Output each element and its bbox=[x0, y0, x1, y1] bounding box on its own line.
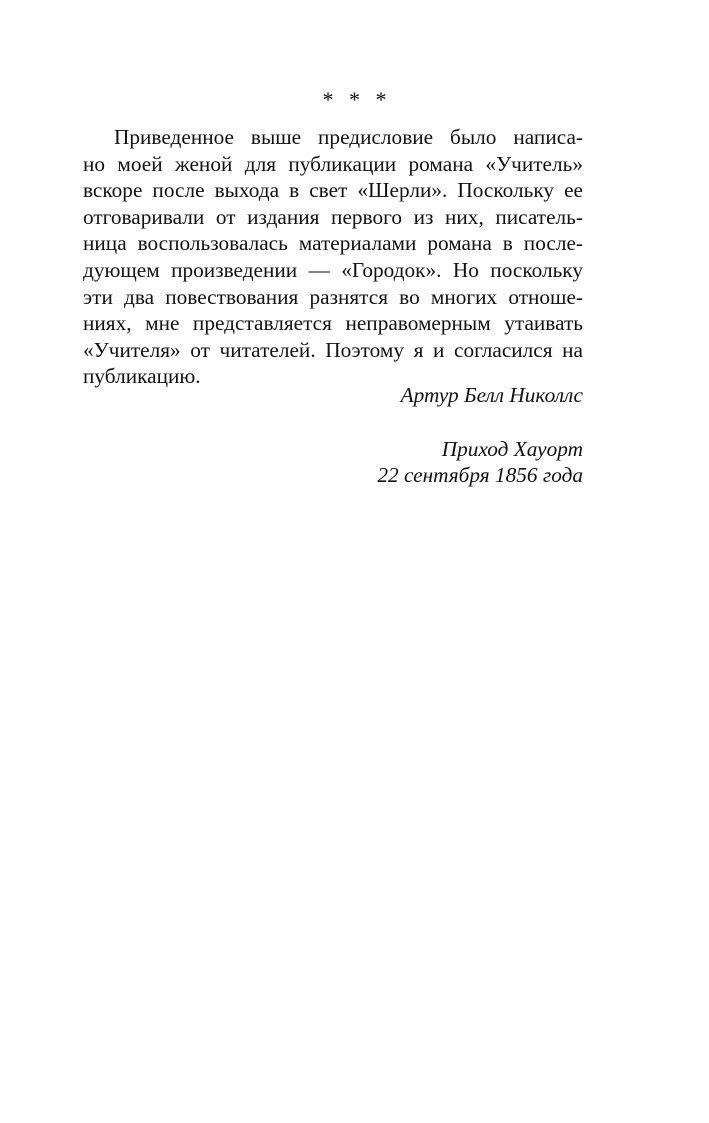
signature-place: Приход Хауорт bbox=[441, 437, 583, 461]
paragraph-line: ница воспользовалась материалами романа в после- bbox=[83, 231, 583, 256]
paragraph-line: отговаривали от издания первого из них, писатель- bbox=[83, 204, 583, 229]
paragraph-line: ниях, мне представляется неправомерным утаивать bbox=[83, 311, 583, 336]
paragraph-line: Приведенное выше предисловие было написа- bbox=[114, 125, 583, 149]
paragraph-line: вскоре после выхода в свет «Шерли». Поскольку ее bbox=[83, 178, 583, 203]
preface-paragraph bbox=[83, 124, 583, 390]
paragraph-line: но моей женой для публикации романа «Учитель» bbox=[83, 151, 583, 176]
paragraph-line: эти два повествования разнятся во многих отноше- bbox=[83, 284, 583, 309]
signature-date: 22 сентября 1856 года bbox=[377, 463, 583, 487]
signature-author: Артур Белл Николлс bbox=[400, 383, 583, 407]
paragraph-line: публикацию. bbox=[83, 364, 201, 389]
paragraph-line: дующем произведении — «Городок». Но поскольку bbox=[83, 257, 583, 282]
section-divider: * * * bbox=[322, 87, 387, 112]
paragraph-line: «Учителя» от читателей. Поэтому я и согласился на bbox=[83, 337, 583, 362]
